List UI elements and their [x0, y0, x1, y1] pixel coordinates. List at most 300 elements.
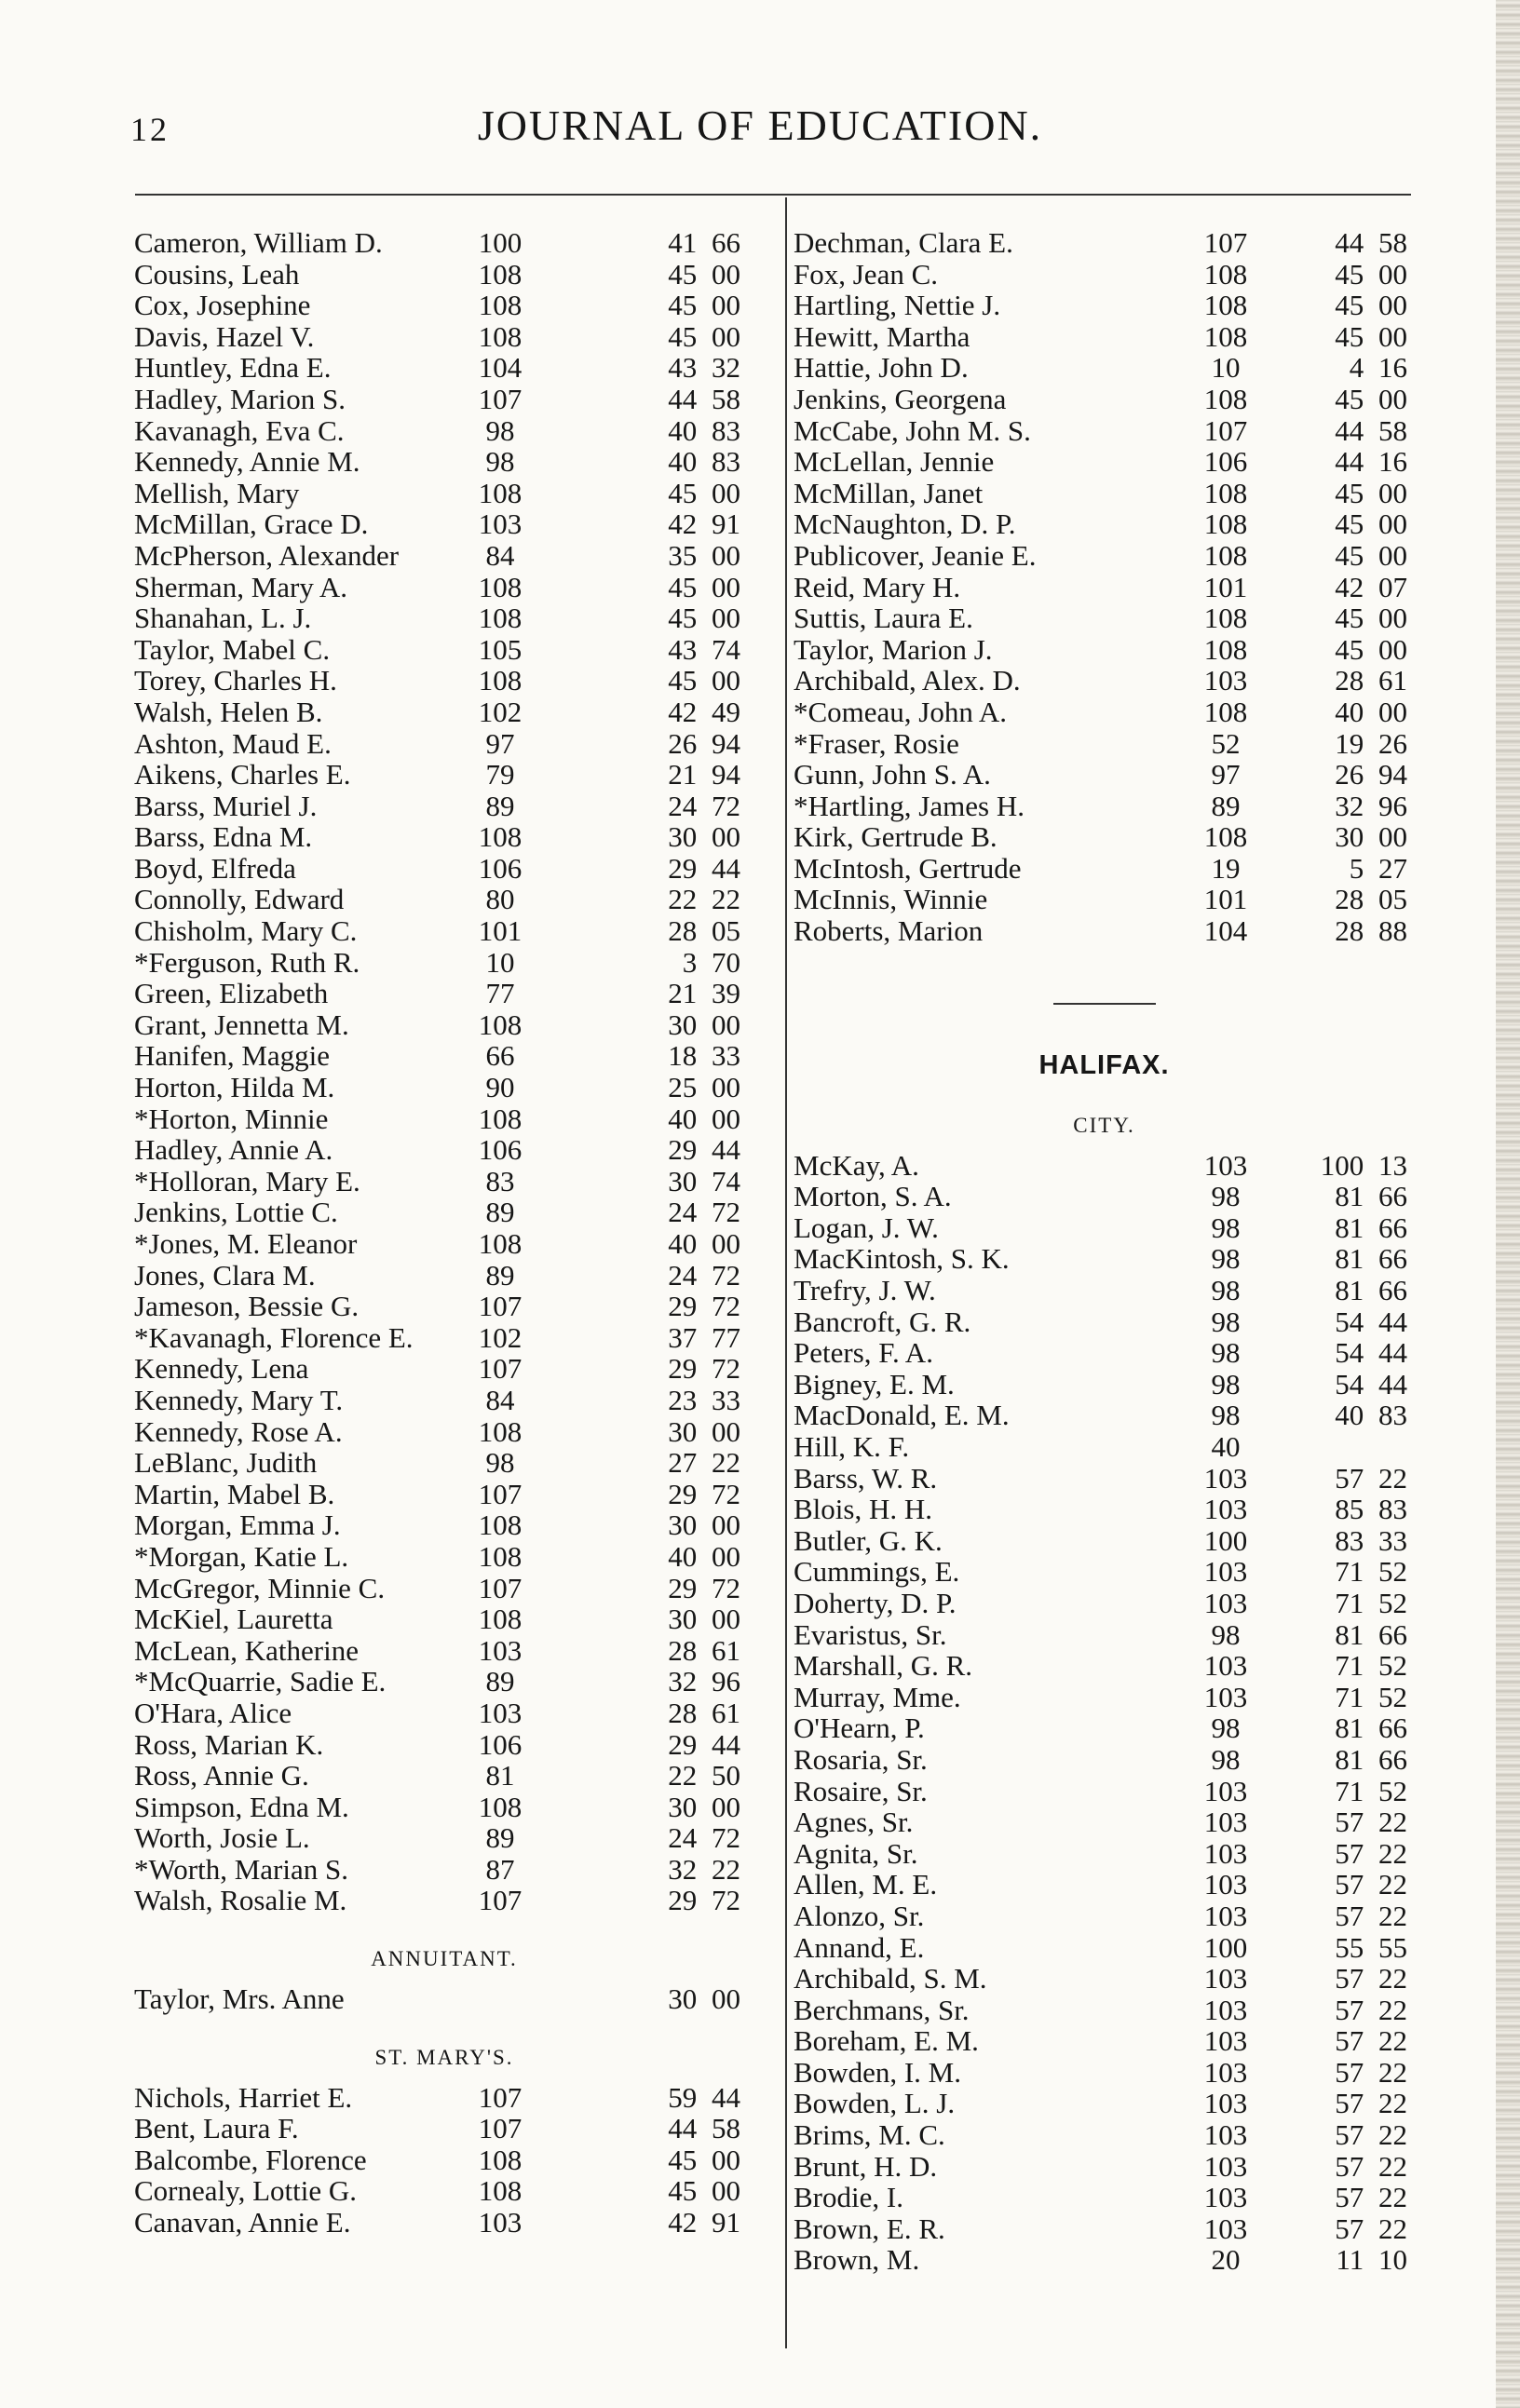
entry-amount: 44 16 [1335, 445, 1407, 479]
list-item [128, 478, 761, 509]
entry-name: Brodie, I. [794, 2181, 903, 2214]
entry-amount: 59 44 [668, 2080, 740, 2114]
entry-name: LeBlanc, Judith [134, 1446, 318, 1480]
entry-days: 66 [485, 1039, 515, 1073]
entry-days: 108 [1203, 257, 1248, 291]
entry-days: 89 [485, 1665, 515, 1698]
entry-amount: 40 00 [668, 1539, 740, 1573]
entry-amount: 26 94 [668, 726, 740, 760]
city-entry-list [790, 1150, 1418, 2276]
entry-days: 98 [1211, 1336, 1241, 1370]
entry-name: Walsh, Helen B. [134, 695, 323, 728]
list-item [128, 791, 761, 822]
entry-name: Publicover, Jeanie E. [794, 538, 1037, 572]
list-item [128, 259, 761, 291]
entry-name: Jenkins, Georgena [794, 382, 1007, 415]
entry-amount: 4 16 [1349, 351, 1407, 385]
list-item [790, 1212, 1418, 1244]
entry-days: 108 [478, 2143, 522, 2176]
entry-amount: 45 00 [1335, 602, 1407, 635]
entry-name: Suttis, Laura E. [794, 602, 973, 635]
entry-days: 108 [478, 1008, 522, 1041]
spacer [128, 1916, 761, 1935]
entry-amount: 81 66 [1335, 1180, 1407, 1213]
entry-name: Worth, Josie L. [134, 1821, 310, 1855]
list-item [128, 1822, 761, 1854]
entry-days: 108 [478, 1539, 522, 1573]
entry-days: 107 [478, 2080, 522, 2114]
list-item [790, 915, 1418, 947]
entry-amount: 57 22 [1335, 2181, 1407, 2214]
entry-amount: 23 33 [668, 1383, 740, 1416]
list-item [128, 415, 761, 447]
entry-amount: 85 83 [1335, 1493, 1407, 1526]
entry-amount: 71 52 [1335, 1774, 1407, 1807]
list-item [128, 1385, 761, 1416]
spacer [128, 2015, 761, 2034]
entry-name: Ross, Annie G. [134, 1759, 309, 1792]
entry-name: Allen, M. E. [794, 1868, 938, 1901]
entry-days: 108 [478, 1790, 522, 1823]
entry-amount: 100 13 [1320, 1148, 1407, 1182]
list-item [128, 540, 761, 572]
entry-name: Simpson, Edna M. [134, 1790, 349, 1823]
entry-amount: 57 22 [1335, 1993, 1407, 2026]
list-item [790, 1995, 1418, 2026]
list-item [790, 2213, 1418, 2245]
entry-amount: 54 44 [1335, 1305, 1407, 1338]
entry-name: Canavan, Annie E. [134, 2206, 351, 2239]
entry-name: Boyd, Elfreda [134, 851, 296, 885]
entry-amount: 43 32 [668, 351, 740, 385]
list-item [790, 1650, 1418, 1682]
entry-days: 103 [1203, 1836, 1248, 1870]
entry-amount: 45 00 [668, 570, 740, 603]
entry-amount: 45 00 [668, 319, 740, 353]
entry-name: *Kavanagh, Florence E. [134, 1320, 414, 1354]
entry-days: 89 [485, 1196, 515, 1229]
list-item [790, 1275, 1418, 1306]
entry-amount: 28 61 [1335, 664, 1407, 697]
list-item [790, 446, 1418, 478]
entry-name: Agnes, Sr. [794, 1806, 914, 1839]
entry-amount: 30 00 [668, 820, 740, 854]
entry-days: 101 [478, 914, 522, 948]
column-divider [785, 197, 787, 2348]
entry-name: Cummings, E. [794, 1555, 960, 1589]
entry-amount: 30 00 [668, 1982, 740, 2016]
entry-days: 103 [1203, 1461, 1248, 1495]
entry-amount: 29 72 [668, 1352, 740, 1386]
entry-name: Logan, J. W. [794, 1211, 939, 1244]
list-item [128, 1166, 761, 1197]
entry-amount: 30 74 [668, 1164, 740, 1197]
entry-days: 102 [478, 695, 522, 728]
entry-amount: 71 52 [1335, 1649, 1407, 1683]
entry-name: Torey, Charles H. [134, 664, 337, 697]
entry-name: O'Hara, Alice [134, 1696, 292, 1729]
entry-days: 103 [1203, 1806, 1248, 1839]
entry-name: Cousins, Leah [134, 257, 300, 291]
entry-amount: 42 49 [668, 695, 740, 728]
entry-name: Hill, K. F. [794, 1430, 910, 1463]
entry-days: 40 [1211, 1430, 1241, 1463]
list-item [128, 1322, 761, 1354]
list-item [128, 1760, 761, 1792]
list-item [790, 1869, 1418, 1901]
list-item [128, 1573, 761, 1604]
entry-name: Barss, Edna M. [134, 820, 313, 854]
entry-days: 108 [478, 257, 522, 291]
entry-days: 97 [1211, 758, 1241, 791]
entry-days: 108 [478, 2174, 522, 2208]
entry-amount: 45 00 [668, 2143, 740, 2176]
entry-name: McMillan, Grace D. [134, 507, 369, 541]
list-item [128, 1729, 761, 1761]
entry-days: 103 [1203, 1148, 1248, 1182]
entry-amount: 18 33 [668, 1039, 740, 1073]
entry-name: MacKintosh, S. K. [794, 1242, 1010, 1276]
entry-days: 108 [1203, 319, 1248, 353]
entry-name: Ashton, Maud E. [134, 726, 332, 760]
list-item [790, 540, 1418, 572]
entry-amount: 42 91 [668, 507, 740, 541]
entry-days: 103 [478, 507, 522, 541]
entry-days: 89 [1211, 789, 1241, 822]
entry-name: Connolly, Edward [134, 883, 345, 916]
entry-name: Hadley, Annie A. [134, 1133, 333, 1167]
entry-name: Aikens, Charles E. [134, 758, 351, 791]
entry-amount: 40 83 [1335, 1399, 1407, 1432]
list-item [128, 384, 761, 415]
entry-amount: 45 00 [1335, 319, 1407, 353]
list-item [790, 1337, 1418, 1369]
entry-name: Martin, Mabel B. [134, 1477, 335, 1510]
list-item [128, 1698, 761, 1729]
entry-days: 52 [1211, 726, 1241, 760]
list-item [128, 2082, 761, 2114]
entry-name: Archibald, Alex. D. [794, 664, 1021, 697]
list-item [128, 978, 761, 1009]
list-item [128, 1885, 761, 1916]
entry-amount: 57 22 [1335, 2024, 1407, 2058]
entry-name: Doherty, D. P. [794, 1586, 957, 1619]
entry-amount: 40 00 [668, 1102, 740, 1135]
entry-days: 103 [1203, 2149, 1248, 2183]
entry-days: 107 [478, 1477, 522, 1510]
entry-amount: 57 22 [1335, 2149, 1407, 2183]
entry-amount: 30 00 [668, 1790, 740, 1823]
right-column [790, 227, 1418, 2276]
entry-amount: 57 22 [1335, 1899, 1407, 1932]
list-item [128, 1792, 761, 1823]
entry-days: 98 [485, 445, 515, 479]
entry-name: Hanifen, Maggie [134, 1039, 331, 1073]
entry-name: Bowden, I. M. [794, 2055, 961, 2089]
list-item [128, 759, 761, 791]
entry-name: Balcombe, Florence [134, 2143, 367, 2176]
list-item [128, 1291, 761, 1322]
entry-amount: 44 58 [1335, 413, 1407, 447]
entry-amount: 37 77 [668, 1320, 740, 1354]
list-item [128, 446, 761, 478]
entry-name: Green, Elizabeth [134, 977, 329, 1010]
list-item [128, 1228, 761, 1260]
left-entry-list [128, 227, 761, 1916]
entry-days: 103 [478, 1633, 522, 1667]
entry-amount: 26 94 [1335, 758, 1407, 791]
list-item [790, 2088, 1418, 2119]
entry-days: 101 [1203, 570, 1248, 603]
entry-days: 108 [478, 476, 522, 509]
entry-amount: 44 58 [668, 2112, 740, 2145]
entry-name: *Ferguson, Ruth R. [134, 945, 360, 979]
entry-name: Brims, M. C. [794, 2118, 945, 2152]
entry-amount: 45 00 [1335, 289, 1407, 322]
entry-amount: 30 00 [668, 1008, 740, 1041]
list-item [128, 1134, 761, 1166]
list-item [128, 2144, 761, 2176]
section-rule [1053, 1003, 1156, 1005]
entry-name: Jenkins, Lottie C. [134, 1196, 338, 1229]
list-item [128, 227, 761, 259]
entry-days: 103 [1203, 2024, 1248, 2058]
list-item [790, 290, 1418, 321]
list-item [790, 1932, 1418, 1964]
list-item [128, 853, 761, 885]
entry-amount: 29 44 [668, 851, 740, 885]
entry-name: McIntosh, Gertrude [794, 851, 1022, 885]
entry-name: *Morgan, Katie L. [134, 1539, 349, 1573]
entry-days: 98 [1211, 1305, 1241, 1338]
list-item [128, 2207, 761, 2239]
entry-amount: 28 05 [1335, 883, 1407, 916]
binding-edge [1496, 0, 1520, 2408]
list-item [128, 697, 761, 728]
entry-days: 103 [1203, 1899, 1248, 1932]
entry-amount: 81 66 [1335, 1274, 1407, 1307]
list-item [790, 1181, 1418, 1212]
entry-amount: 81 66 [1335, 1242, 1407, 1276]
entry-amount: 22 22 [668, 883, 740, 916]
entry-amount: 29 44 [668, 1133, 740, 1167]
entry-days: 107 [1203, 413, 1248, 447]
entry-days: 103 [1203, 2181, 1248, 2214]
st-marys-heading: ST. MARY'S. [374, 2045, 514, 2069]
entry-days: 103 [1203, 664, 1248, 697]
entry-days: 106 [478, 1727, 522, 1761]
list-item [790, 478, 1418, 509]
entry-name: McInnis, Winnie [794, 883, 988, 916]
entry-days: 103 [1203, 1555, 1248, 1589]
entry-amount: 57 22 [1335, 1962, 1407, 1995]
entry-name: Ross, Marian K. [134, 1727, 324, 1761]
entry-days: 10 [1211, 351, 1241, 385]
entry-name: Marshall, G. R. [794, 1649, 973, 1683]
list-item [790, 1525, 1418, 1557]
entry-name: Nichols, Harriet E. [134, 2080, 353, 2114]
entry-days: 108 [1203, 632, 1248, 666]
entry-name: Walsh, Rosalie M. [134, 1884, 347, 1917]
entry-days: 98 [1211, 1211, 1241, 1244]
entry-name: Jones, Clara M. [134, 1258, 316, 1292]
list-item [790, 1463, 1418, 1495]
entry-name: Hewitt, Martha [794, 319, 970, 353]
entry-days: 107 [1203, 226, 1248, 259]
entry-days: 108 [1203, 382, 1248, 415]
entry-amount: 54 44 [1335, 1336, 1407, 1370]
entry-days: 103 [1203, 1868, 1248, 1901]
entry-amount: 57 22 [1335, 1836, 1407, 1870]
list-item [128, 1447, 761, 1479]
entry-days: 103 [478, 2206, 522, 2239]
entry-amount: 40 00 [1335, 695, 1407, 728]
entry-amount: 42 07 [1335, 570, 1407, 603]
entry-amount: 81 66 [1335, 1211, 1407, 1244]
entry-name: Taylor, Mabel C. [134, 632, 331, 666]
entry-amount: 45 00 [1335, 632, 1407, 666]
entry-name: Peters, F. A. [794, 1336, 933, 1370]
list-item [790, 2057, 1418, 2089]
entry-name: McGregor, Minnie C. [134, 1571, 386, 1604]
list-item [128, 1416, 761, 1448]
list-item [790, 602, 1418, 634]
list-item [128, 821, 761, 853]
entry-amount: 29 44 [668, 1727, 740, 1761]
list-item [128, 1197, 761, 1228]
entry-amount: 55 55 [1335, 1930, 1407, 1964]
entry-days: 10 [485, 945, 515, 979]
entry-name: Chisholm, Mary C. [134, 914, 358, 948]
list-item [790, 227, 1418, 259]
entry-name: Boreham, E. M. [794, 2024, 979, 2058]
entry-days: 103 [1203, 1774, 1248, 1807]
entry-days: 106 [1203, 445, 1248, 479]
entry-days: 83 [485, 1164, 515, 1197]
entry-amount: 29 72 [668, 1477, 740, 1510]
entry-name: Roberts, Marion [794, 914, 984, 948]
list-item [128, 947, 761, 979]
entry-days: 90 [485, 1071, 515, 1104]
list-item [790, 1369, 1418, 1400]
entry-days: 108 [1203, 602, 1248, 635]
entry-name: McCabe, John M. S. [794, 413, 1031, 447]
entry-name: Archibald, S. M. [794, 1962, 987, 1995]
list-item [790, 508, 1418, 540]
entry-name: Fox, Jean C. [794, 257, 938, 291]
entry-name: Brown, E. R. [794, 2212, 945, 2245]
entry-name: Gunn, John S. A. [794, 758, 991, 791]
entry-days: 97 [485, 726, 515, 760]
entry-name: *Holloran, Mary E. [134, 1164, 360, 1197]
entry-name: *McQuarrie, Sadie E. [134, 1665, 387, 1698]
entry-amount: 43 74 [668, 632, 740, 666]
list-item [790, 384, 1418, 415]
entry-days: 20 [1211, 2243, 1241, 2277]
entry-days: 108 [478, 602, 522, 635]
entry-days: 89 [485, 1258, 515, 1292]
entry-days: 89 [485, 789, 515, 822]
entry-name: Kirk, Gertrude B. [794, 820, 998, 854]
entry-amount: 57 22 [1335, 2212, 1407, 2245]
entry-name: Evaristus, Sr. [794, 1617, 947, 1651]
entry-amount: 45 00 [668, 602, 740, 635]
list-item [128, 915, 761, 947]
list-item [128, 1603, 761, 1635]
entry-days: 80 [485, 883, 515, 916]
entry-amount: 45 00 [1335, 538, 1407, 572]
entry-name: McLellan, Jennie [794, 445, 995, 479]
halifax-heading: HALIFAX. [1038, 1049, 1170, 1080]
entry-amount: 57 22 [1335, 1461, 1407, 1495]
entry-amount: 21 94 [668, 758, 740, 791]
entry-amount: 71 52 [1335, 1680, 1407, 1713]
entry-amount: 24 72 [668, 1258, 740, 1292]
entry-days: 105 [478, 632, 522, 666]
entry-amount: 45 00 [1335, 476, 1407, 509]
list-item [128, 1260, 761, 1292]
list-item [128, 1072, 761, 1103]
entry-amount: 35 00 [668, 538, 740, 572]
entry-days: 103 [1203, 1586, 1248, 1619]
entry-days: 89 [485, 1821, 515, 1855]
list-item [128, 572, 761, 603]
entry-days: 98 [1211, 1367, 1241, 1400]
entry-amount: 40 83 [668, 413, 740, 447]
entry-name: Jameson, Bessie G. [134, 1290, 360, 1323]
list-item [790, 1838, 1418, 1870]
entry-amount: 45 00 [1335, 507, 1407, 541]
entry-days: 108 [1203, 476, 1248, 509]
entry-amount: 29 72 [668, 1290, 740, 1323]
entry-days: 103 [1203, 2118, 1248, 2152]
list-item [128, 602, 761, 634]
entry-days: 108 [1203, 695, 1248, 728]
entry-amount: 24 72 [668, 789, 740, 822]
entry-amount: 71 52 [1335, 1586, 1407, 1619]
entry-amount: 25 00 [668, 1071, 740, 1104]
list-item [790, 321, 1418, 353]
entry-amount: 5 27 [1349, 851, 1407, 885]
list-item [790, 1150, 1418, 1182]
entry-amount: 81 66 [1335, 1617, 1407, 1651]
entry-name: Bent, Laura F. [134, 2112, 299, 2145]
entry-name: Morgan, Emma J. [134, 1508, 341, 1542]
entry-amount: 27 22 [668, 1446, 740, 1480]
entry-name: Davis, Hazel V. [134, 319, 315, 353]
entry-name: Sherman, Mary A. [134, 570, 348, 603]
entry-days: 98 [485, 1446, 515, 1480]
list-item [790, 1556, 1418, 1588]
list-item [790, 1243, 1418, 1275]
entry-name: *Worth, Marian S. [134, 1852, 348, 1886]
entry-name: Murray, Mme. [794, 1680, 961, 1713]
entry-days: 103 [1203, 1680, 1248, 1713]
entry-name: Mellish, Mary [134, 476, 300, 509]
entry-days: 104 [478, 351, 522, 385]
entry-amount: 29 72 [668, 1884, 740, 1917]
list-item [790, 2151, 1418, 2183]
entry-days: 103 [1203, 2055, 1248, 2089]
entry-days: 103 [1203, 1993, 1248, 2026]
list-item [790, 1744, 1418, 1776]
entry-name: Hattie, John D. [794, 351, 969, 385]
list-item [790, 1431, 1418, 1463]
list-item [128, 884, 761, 915]
list-item [790, 1619, 1418, 1651]
entry-amount: 28 61 [668, 1633, 740, 1667]
list-item [790, 697, 1418, 728]
